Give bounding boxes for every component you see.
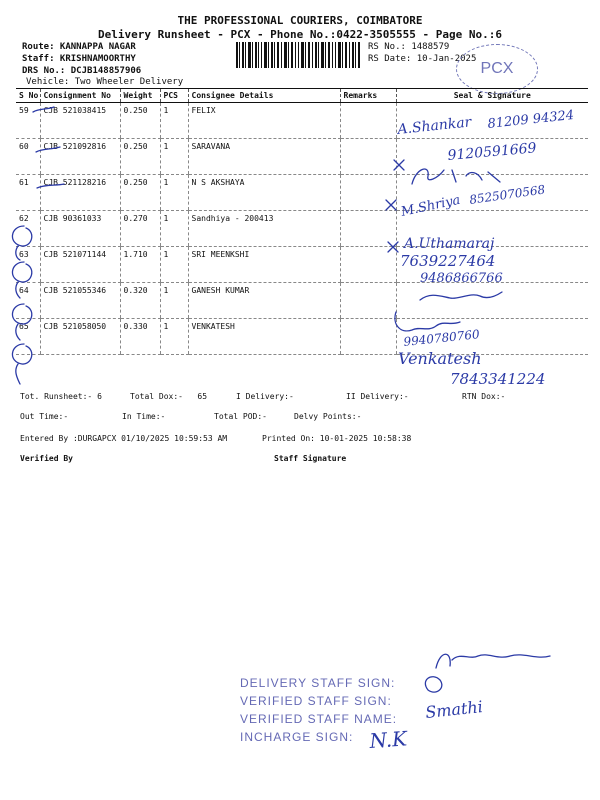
cell-sno: 63 — [16, 247, 40, 283]
signature-65-name: Venkatesh — [398, 349, 482, 368]
cell-weight: 0.270 — [120, 211, 160, 247]
company-name: THE PROFESSIONAL COURIERS, COIMBATORE — [177, 14, 423, 27]
delivery-staff-signature — [436, 654, 550, 668]
vehicle-label: Vehicle: Two Wheeler Delivery — [26, 77, 184, 87]
stamp-delivery-staff-sign: DELIVERY STAFF SIGN: — [240, 676, 396, 690]
cell-weight: 0.250 — [120, 103, 160, 139]
runsheet-title: Delivery Runsheet - PCX - Phone No.:0422-3505555 - Page No.:6 — [98, 28, 502, 41]
cell-consignee: SARAVANA — [188, 139, 340, 175]
col-header-consignment: Consignment No — [40, 89, 120, 103]
cell-consignee: GANESH KUMAR — [188, 283, 340, 319]
col-header-remarks: Remarks — [340, 89, 396, 103]
cell-pcs: 1 — [160, 319, 188, 355]
col-header-pcs: PCS — [160, 89, 188, 103]
signature-61-phone: 8525070568 — [468, 182, 547, 207]
signature-63-scribble — [420, 292, 502, 300]
cell-consignee: FELIX — [188, 103, 340, 139]
rs-number: RS No.: 1488579 — [368, 42, 450, 52]
cell-weight: 0.250 — [120, 139, 160, 175]
signature-62-phone: 7639227464 — [400, 252, 496, 270]
circle-mark-62 — [12, 226, 31, 260]
in-time: In Time:- — [122, 412, 166, 421]
cell-pcs: 1 — [160, 103, 188, 139]
circle-mark-65 — [12, 344, 31, 384]
signature-64-scribble — [395, 312, 460, 331]
total-dox: Total Dox:- 65 — [130, 392, 208, 401]
col-header-signature: Seal & Signature — [396, 89, 588, 103]
signature-60-phone: 9120591669 — [446, 140, 538, 164]
signature-65-phone: 7843341224 — [450, 370, 546, 388]
cross-mark-62 — [388, 242, 398, 252]
cell-pcs: 1 — [160, 175, 188, 211]
cell-consignment: CJB 521038415 — [40, 103, 120, 139]
route-label: Route: KANNAPPA NAGAR — [22, 42, 136, 52]
cell-sno: 60 — [16, 139, 40, 175]
signature-60-scribble — [412, 169, 500, 184]
cell-consignment: CJB 521058050 — [40, 319, 120, 355]
pcx-stamp-text: PCX — [480, 60, 514, 77]
ii-delivery: II Delivery:- — [346, 392, 409, 401]
cell-consignee: N S AKSHAYA — [188, 175, 340, 211]
cell-sno: 64 — [16, 283, 40, 319]
cell-weight: 0.250 — [120, 175, 160, 211]
signature-61-name: M.Shriya — [399, 192, 462, 220]
stamp-verified-staff-sign: VERIFIED STAFF SIGN: — [240, 694, 392, 708]
cell-weight: 0.330 — [120, 319, 160, 355]
drs-label: DRS No.: DCJB148857906 — [22, 66, 142, 76]
delvy-points: Delvy Points:- — [294, 412, 362, 421]
cell-consignment: CJB 521055346 — [40, 283, 120, 319]
cell-weight: 0.320 — [120, 283, 160, 319]
signature-59-name: A.Shankar — [396, 114, 473, 138]
rs-date: RS Date: 10-Jan-2025 — [368, 54, 477, 64]
cell-consignment: CJB 90361033 — [40, 211, 120, 247]
verified-staff-signature — [425, 677, 441, 692]
verified-by: Verified By — [20, 454, 73, 463]
out-time: Out Time:- — [20, 412, 69, 421]
incharge-signature: N.K — [368, 726, 408, 753]
cell-consignee: SRI MEENKSHI — [188, 247, 340, 283]
col-header-sno: S No — [16, 89, 40, 103]
col-header-weight: Weight — [120, 89, 160, 103]
circle-mark-64 — [12, 304, 31, 340]
cell-pcs: 1 — [160, 211, 188, 247]
cell-consignment: CJB 521092816 — [40, 139, 120, 175]
stamp-verified-staff-name: VERIFIED STAFF NAME: — [240, 712, 398, 726]
cell-weight: 1.710 — [120, 247, 160, 283]
signature-59-phone: 81209 94324 — [486, 107, 575, 132]
cell-sno: 61 — [16, 175, 40, 211]
cell-sno: 62 — [16, 211, 40, 247]
staff-signature: Staff Signature — [274, 454, 347, 463]
rtn-dox: RTN Dox:- — [462, 392, 506, 401]
stamp-incharge-sign: INCHARGE SIGN: — [240, 730, 354, 744]
staff-label: Staff: KRISHNAMOORTHY — [22, 54, 136, 64]
cell-pcs: 1 — [160, 247, 188, 283]
cell-consignment: CJB 521071144 — [40, 247, 120, 283]
tick-mark-60 — [36, 147, 60, 152]
tick-mark-59 — [33, 107, 54, 112]
cross-mark-60 — [394, 160, 404, 170]
printed-on: Printed On: 10-01-2025 10:58:38 — [262, 434, 412, 443]
cell-consignee: Sandhiya - 200413 — [188, 211, 340, 247]
signature-63-phone: 9486866766 — [420, 271, 503, 286]
total-runsheet: Tot. Runsheet:- 6 — [20, 392, 102, 401]
cell-consignment: CJB 521128216 — [40, 175, 120, 211]
i-delivery: I Delivery:- — [236, 392, 294, 401]
entered-by: Entered By :DURGAPCX 01/10/2025 10:59:53 AM — [20, 434, 228, 443]
circle-mark-63 — [12, 262, 31, 298]
tick-mark-61 — [37, 184, 64, 188]
signature-62-name: A.Uthamaraj — [404, 236, 495, 252]
total-pod: Total POD:- — [214, 412, 267, 421]
cell-pcs: 1 — [160, 139, 188, 175]
cell-sno: 59 — [16, 103, 40, 139]
cell-consignee: VENKATESH — [188, 319, 340, 355]
cross-mark-61 — [386, 200, 396, 210]
col-header-consignee: Consignee Details — [188, 89, 340, 103]
cell-sno: 65 — [16, 319, 40, 355]
verified-staff-name-handwritten: Smathi — [424, 697, 484, 722]
signature-64-phone: 9940780760 — [402, 327, 481, 349]
cell-pcs: 1 — [160, 283, 188, 319]
